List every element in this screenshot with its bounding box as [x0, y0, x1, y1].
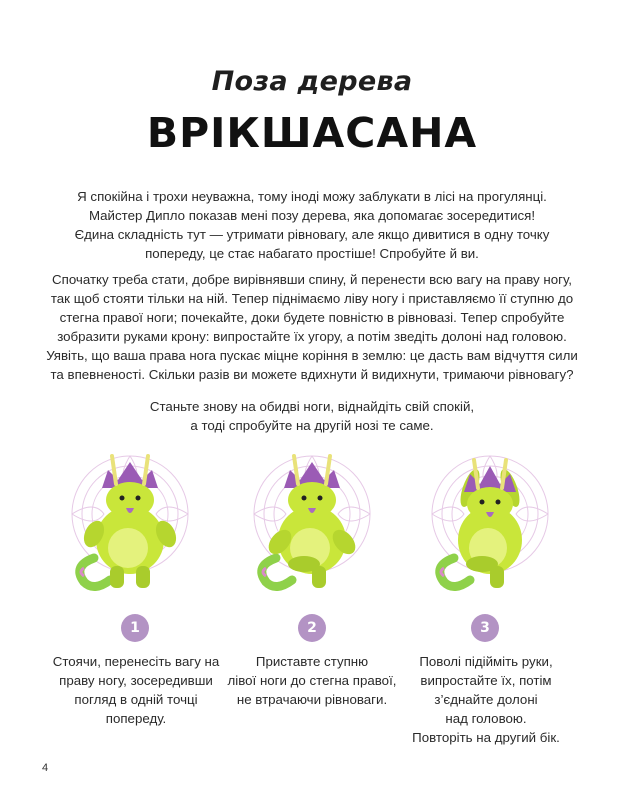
instruction-line: Спочатку треба стати, добре вирівнявши спину, й перенести всю вагу на праву ногу, — [52, 272, 572, 287]
dinosaur-standing-illustration — [64, 448, 196, 596]
caption-line: праву ногу, зосередивши — [59, 673, 213, 688]
closing-line: Станьте знову на обидві ноги, віднайдіть свій спокій, — [149, 399, 475, 414]
caption-line: з’єднайте долоні — [434, 692, 538, 707]
intro-paragraph — [40, 187, 584, 263]
caption-line: Повторіть на другий бік. — [412, 730, 560, 745]
intro-line: Єдина складність тут — утримати рівновагу, але якщо дивитися в одну точку — [74, 227, 550, 242]
step-number-badge: 2 — [298, 614, 326, 642]
instruction-line: та впевненості. Скільки разів ви можете вдихнути й видихнути, тримаючи рівновагу? — [50, 367, 574, 382]
instructions-paragraph — [40, 270, 584, 384]
closing-paragraph — [40, 397, 584, 435]
caption-line: Поволі підійміть руки, — [419, 654, 553, 669]
caption-line: випростайте їх, потім — [420, 673, 552, 688]
dinosaur-icon — [246, 448, 378, 596]
step-3-caption — [398, 652, 574, 747]
caption-line: попереду. — [105, 711, 167, 726]
caption-line: лівої ноги до стегна правої, — [227, 673, 397, 688]
step-2-caption — [224, 652, 400, 709]
intro-line: Я спокійна і трохи неуважна, тому іноді можу заблукати в лісі на прогулянці. — [77, 189, 547, 204]
closing-line: а тоді спробуйте на другій нозі те саме. — [190, 418, 434, 433]
dinosaur-arms-up-illustration — [424, 448, 556, 596]
page-number: 4 — [42, 762, 49, 774]
dinosaur-icon — [64, 448, 196, 596]
intro-line: Майстер Дипло показав мені позу дерева, яка допомагає зосередитися! — [88, 208, 536, 223]
step-number-badge: 3 — [471, 614, 499, 642]
pose-title: ВРІКШАСАНА — [146, 109, 478, 157]
caption-line: не втрачаючи рівноваги. — [236, 692, 388, 707]
caption-line: над головою. — [445, 711, 527, 726]
step-number-badge: 1 — [121, 614, 149, 642]
intro-line: попереду, це стає набагато простіше! Спробуйте й ви. — [145, 246, 479, 261]
caption-line: погляд в одній точці — [74, 692, 198, 707]
instruction-line: Уявіть, що ваша права нога пускає міцне коріння в землю: це дасть вам відчуття сили — [46, 348, 578, 363]
instruction-line: стегна правої ноги; почекайте, доки будете повністю в рівновазі. Тепер спробуйте — [59, 310, 565, 325]
instruction-line: зобразити руками крону: випростайте їх угору, а потім зведіть долоні над головою. — [57, 329, 567, 344]
pose-subtitle: Поза дерева — [211, 66, 413, 97]
step-1-caption — [48, 652, 224, 728]
dinosaur-icon — [424, 448, 556, 596]
dinosaur-leg-raised-illustration — [246, 448, 378, 596]
instruction-line: так щоб стояти тільки на ній. Тепер піднімаємо ліву ногу і приставляємо її ступню до — [50, 291, 574, 306]
caption-line: Стоячи, перенесіть вагу на — [52, 654, 220, 669]
caption-line: Приставте ступню — [255, 654, 369, 669]
